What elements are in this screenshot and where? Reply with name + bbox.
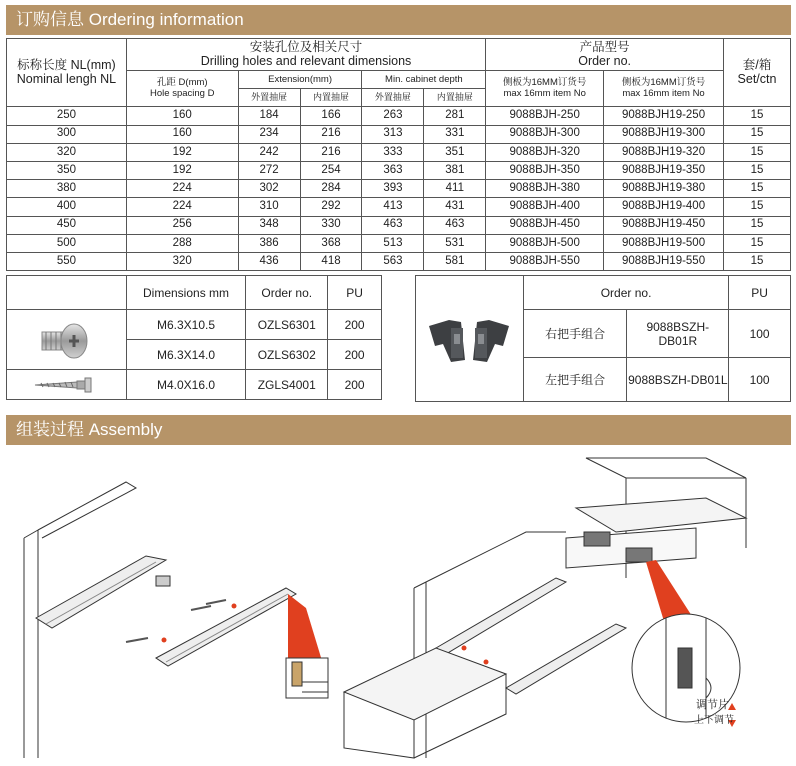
- handle-image-cell: [416, 276, 524, 402]
- table-cell: 351: [424, 143, 486, 161]
- screw-order-header: Order no.: [246, 276, 328, 310]
- side-header-1-cn: 侧板为16MM订货号: [502, 77, 587, 89]
- table-cell: 581: [424, 252, 486, 270]
- table-cell: 550: [7, 252, 127, 270]
- table-cell: 302: [238, 180, 300, 198]
- wood-screw-image-cell: [7, 370, 127, 400]
- screw-pu-header: PU: [328, 276, 382, 310]
- table-cell: 320: [7, 143, 127, 161]
- ext-inner-header: 内置抽屉: [300, 89, 362, 107]
- screw-row-3-dim: M4.0X16.0: [126, 370, 246, 400]
- side-header-1-en: max 16mm item No: [503, 87, 586, 99]
- nl-header-en: Nominal lengh NL: [16, 71, 117, 86]
- table-row: [7, 161, 791, 179]
- handle-row-2-name: 左把手组合: [523, 358, 626, 402]
- table-cell: 272: [238, 161, 300, 179]
- table-cell: 184: [238, 107, 300, 125]
- table-cell: 192: [126, 143, 238, 161]
- side-header-2-en: max 16mm item No: [622, 87, 705, 99]
- table-cell: 9088BJH19-550: [604, 252, 724, 270]
- handle-pu-header: PU: [729, 276, 791, 310]
- drill-header: [126, 39, 485, 71]
- ext-outer-header: 外置抽屉: [238, 89, 300, 107]
- table-cell: 15: [723, 198, 790, 216]
- screw-row-1-dim: M6.3X10.5: [126, 310, 246, 340]
- table-cell: 363: [362, 161, 424, 179]
- min-depth-header: Min. cabinet depth: [362, 71, 486, 89]
- hole-header-en: Hole spacing D: [150, 87, 215, 99]
- hole-header: [126, 71, 238, 107]
- table-cell: 413: [362, 198, 424, 216]
- table-row: [7, 125, 791, 143]
- set-header-cn: 套/箱: [742, 57, 772, 72]
- screw-row-1-pu: 200: [328, 310, 382, 340]
- table-cell: 9088BJH-500: [486, 234, 604, 252]
- table-cell: 300: [7, 125, 127, 143]
- table-cell: 192: [126, 161, 238, 179]
- assembly-banner: 组装过程 Assembly: [6, 415, 791, 445]
- table-cell: 393: [362, 180, 424, 198]
- table-cell: 386: [238, 234, 300, 252]
- screw-row-3-order: ZGLS4001: [246, 370, 328, 400]
- table-cell: 463: [424, 216, 486, 234]
- table-cell: 15: [723, 252, 790, 270]
- table-cell: 436: [238, 252, 300, 270]
- table-cell: 463: [362, 216, 424, 234]
- handle-row-1-order: 9088BSZH-DB01R: [627, 310, 729, 358]
- table-cell: 281: [424, 107, 486, 125]
- table-cell: 310: [238, 198, 300, 216]
- table-cell: 381: [424, 161, 486, 179]
- table-cell: 9088BJH19-250: [604, 107, 724, 125]
- depth-inner-header: 内置抽屉: [424, 89, 486, 107]
- screw-row-1-order: OZLS6301: [246, 310, 328, 340]
- handle-row-1-pu: 100: [729, 310, 791, 358]
- table-cell: 9088BJH-550: [486, 252, 604, 270]
- table-cell: 242: [238, 143, 300, 161]
- table-cell: 250: [7, 107, 127, 125]
- handles-table: [415, 275, 791, 402]
- handle-clips-icon: [421, 304, 517, 374]
- extension-header: Extension(mm): [238, 71, 362, 89]
- table-cell: 9088BJH-450: [486, 216, 604, 234]
- table-cell: 9088BJH-400: [486, 198, 604, 216]
- table-cell: 330: [300, 216, 362, 234]
- screws-table: [6, 275, 382, 400]
- table-cell: 431: [424, 198, 486, 216]
- table-cell: 9088BJH-300: [486, 125, 604, 143]
- screw-dim-header: Dimensions mm: [126, 276, 246, 310]
- table-cell: 563: [362, 252, 424, 270]
- product-header-en: Order no.: [578, 53, 632, 68]
- table-cell: 216: [300, 143, 362, 161]
- table-cell: 450: [7, 216, 127, 234]
- table-cell: 284: [300, 180, 362, 198]
- euro-screw-icon: [36, 314, 96, 366]
- handle-order-header: Order no.: [523, 276, 728, 310]
- table-cell: 256: [126, 216, 238, 234]
- table-row: [7, 216, 791, 234]
- table-cell: 234: [238, 125, 300, 143]
- table-cell: 513: [362, 234, 424, 252]
- table-cell: 9088BJH19-380: [604, 180, 724, 198]
- assembly-diagram: [6, 448, 791, 760]
- nl-header: [7, 39, 127, 107]
- table-cell: 254: [300, 161, 362, 179]
- table-cell: 368: [300, 234, 362, 252]
- up-down-label: 上下调节: [694, 715, 734, 726]
- wood-screw-icon: [31, 375, 101, 395]
- screw-row-2-order: OZLS6302: [246, 340, 328, 370]
- table-cell: 160: [126, 107, 238, 125]
- table-cell: 9088BJH19-350: [604, 161, 724, 179]
- screw-row-2-pu: 200: [328, 340, 382, 370]
- table-cell: 531: [424, 234, 486, 252]
- screw-row-2-dim: M6.3X14.0: [126, 340, 246, 370]
- ordering-table: [6, 38, 791, 271]
- nl-header-cn: 标称长度 NL(mm): [17, 57, 116, 72]
- table-cell: 15: [723, 234, 790, 252]
- set-header-en: Set/ctn: [737, 71, 777, 86]
- ordering-banner: 订购信息 Ordering information: [6, 5, 791, 35]
- table-cell: 9088BJH19-320: [604, 143, 724, 161]
- table-cell: 411: [424, 180, 486, 198]
- table-cell: 9088BJH-350: [486, 161, 604, 179]
- table-cell: 9088BJH-380: [486, 180, 604, 198]
- table-cell: 15: [723, 161, 790, 179]
- table-cell: 9088BJH-320: [486, 143, 604, 161]
- depth-outer-header: 外置抽屉: [362, 89, 424, 107]
- table-cell: 15: [723, 107, 790, 125]
- assembly-illustration: [6, 448, 791, 760]
- table-cell: 292: [300, 198, 362, 216]
- side-header-1: [486, 71, 604, 107]
- table-row: [7, 234, 791, 252]
- side-header-2: [604, 71, 724, 107]
- table-cell: 380: [7, 180, 127, 198]
- table-cell: 348: [238, 216, 300, 234]
- table-cell: 288: [126, 234, 238, 252]
- table-cell: 331: [424, 125, 486, 143]
- table-cell: 15: [723, 180, 790, 198]
- table-cell: 9088BJH19-300: [604, 125, 724, 143]
- product-header-cn: 产品型号: [579, 39, 630, 54]
- drill-header-cn: 安装孔位及相关尺寸: [249, 39, 363, 54]
- table-cell: 9088BJH19-500: [604, 234, 724, 252]
- table-cell: 216: [300, 125, 362, 143]
- table-row: [7, 107, 791, 125]
- table-cell: 333: [362, 143, 424, 161]
- table-cell: 166: [300, 107, 362, 125]
- screw-row-3-pu: 200: [328, 370, 382, 400]
- table-cell: 224: [126, 198, 238, 216]
- table-cell: 313: [362, 125, 424, 143]
- table-row: [7, 198, 791, 216]
- euro-screw-image-cell: [7, 310, 127, 370]
- table-cell: 15: [723, 216, 790, 234]
- table-cell: 350: [7, 161, 127, 179]
- drill-header-en: Drilling holes and relevant dimensions: [200, 53, 412, 68]
- handle-row-2-pu: 100: [729, 358, 791, 402]
- handle-row-1-name: 右把手组合: [523, 310, 626, 358]
- table-cell: 9088BJH19-400: [604, 198, 724, 216]
- handle-row-2-order: 9088BSZH-DB01L: [627, 358, 729, 402]
- hole-header-cn: 孔距 D(mm): [156, 77, 208, 89]
- table-cell: 160: [126, 125, 238, 143]
- adjust-tab-label: 调节片: [696, 699, 729, 711]
- table-cell: 263: [362, 107, 424, 125]
- table-cell: 9088BJH-250: [486, 107, 604, 125]
- table-cell: 400: [7, 198, 127, 216]
- table-cell: 15: [723, 125, 790, 143]
- table-cell: 224: [126, 180, 238, 198]
- screw-image-cell: [7, 276, 127, 310]
- set-header: [723, 39, 790, 107]
- table-row: [7, 180, 791, 198]
- table-cell: 9088BJH19-450: [604, 216, 724, 234]
- table-cell: 15: [723, 143, 790, 161]
- table-cell: 320: [126, 252, 238, 270]
- side-header-2-cn: 侧板为16MM订货号: [621, 77, 706, 89]
- table-row: [7, 143, 791, 161]
- table-cell: 418: [300, 252, 362, 270]
- table-row: [7, 252, 791, 270]
- table-cell: 500: [7, 234, 127, 252]
- product-header: [486, 39, 724, 71]
